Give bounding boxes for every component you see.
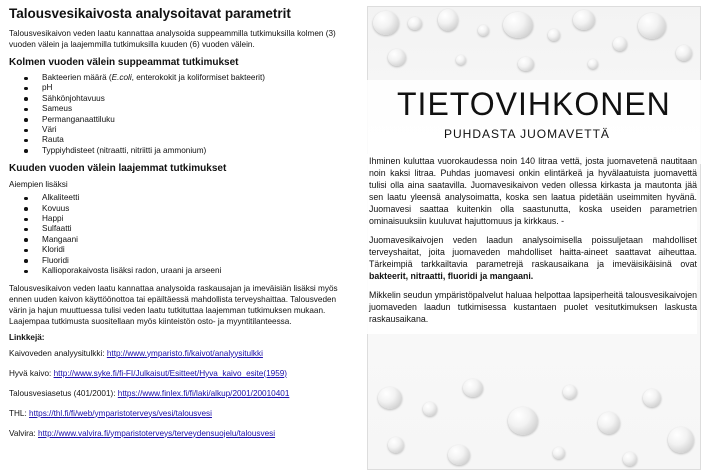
brand-subtitle: PUHDASTA JUOMAVETTÄ	[444, 127, 610, 141]
brand-title: TIETOVIHKONEN	[397, 86, 671, 122]
link-label: Hyvä kaivo:	[9, 368, 54, 378]
list-item: Rauta	[42, 135, 355, 145]
list-item: Väri	[42, 125, 355, 135]
link-label: Valvira:	[9, 428, 38, 438]
list-item: Bakteerien määrä (E.coli, enterokokit ja koliformiset bakteerit)	[42, 73, 355, 83]
page-title: Talousvesikaivosta analysoitavat parametrit	[9, 6, 291, 21]
paragraph: Mikkelin seudun ympäristöpalvelut haluaa helpottaa lapsiperheitä talousvesikaivojen juomaveden laadun tutkimisessa kustantaen puolet vesitutkimuksen laskusta raskausaikana.	[369, 290, 697, 324]
link-label: Kaivoveden analyysitulkki:	[9, 348, 107, 358]
article-text	[367, 154, 697, 334]
link-valvira[interactable]: http://www.valvira.fi/ymparistoterveys/terveydensuojelu/talousvesi	[37, 428, 276, 438]
link-line	[9, 368, 355, 379]
section2-heading: Kuuden vuoden välein laajemmat tutkimukset	[9, 163, 227, 175]
link-hyva-kaivo[interactable]: http://www.syke.fi/fi-FI/Julkaisut/Esitteet/Hyva_kaivo_esite(1959)	[53, 368, 288, 378]
list-item: Happi	[42, 214, 355, 224]
paragraph: Juomavesikaivojen veden laadun analysoimisella poissuljetaan mahdolliset terveyshaitat, joita juomaveden mahdolliset haitta-aineet saattavat aiheuttaa. Tärkeimpiä tarkkailtavia parametrejä raskausaikana ja imeväisikäisinä ovat bakteerit, nitraatti, fluoridi ja mangaani.	[369, 235, 697, 281]
list-item: Permanganaattiluku	[42, 115, 355, 125]
link-line	[9, 408, 355, 419]
brochure-panel	[367, 6, 701, 470]
list-item: Fluoridi	[42, 256, 355, 266]
list-item: Mangaani	[42, 235, 355, 245]
list-item: Kloridi	[42, 245, 355, 255]
list-item: Sameus	[42, 104, 355, 114]
link-line	[9, 428, 355, 439]
list-item: Sähkönjohtavuus	[42, 94, 355, 104]
section1-list	[9, 73, 355, 156]
link-analyysitulkki[interactable]: http://www.ymparisto.fi/kaivot/analyysitulkki	[106, 348, 263, 358]
info-column	[9, 6, 355, 439]
bold-parameters: bakteerit, nitraatti, fluoridi ja mangaani.	[369, 271, 534, 281]
link-thl[interactable]: https://thl.fi/fi/web/ymparistoterveys/vesi/talousvesi	[29, 408, 212, 418]
link-line	[9, 388, 355, 399]
section2-intro: Aiempien lisäksi	[9, 180, 68, 190]
list-item: Kallioporakaivosta lisäksi radon, uraani ja arseeni	[42, 266, 355, 276]
link-label: THL:	[9, 408, 30, 418]
list-item: Sulfaatti	[42, 224, 355, 234]
list-item: Kovuus	[42, 204, 355, 214]
list-item: pH	[42, 83, 355, 93]
link-talousvesiasetus[interactable]: https://www.finlex.fi/fi/laki/alkup/2001/20010401	[117, 388, 290, 398]
list-item: Alkaliteetti	[42, 193, 355, 203]
link-line	[9, 348, 355, 359]
list-item: Typpiyhdisteet (nitraatti, nitriitti ja ammonium)	[42, 146, 355, 156]
paragraph: Ihminen kuluttaa vuorokaudessa noin 140 litraa vettä, josta juomavetenä nautitaan noin kaksi litraa. Puhdas juomavesi onkin elintärkeä ja hyvälaatuista juomavettä tulisi olla aina saatavilla. Juomavesikaivon veden ollessa kirkasta ja mautonta jää sen laatu yleensä analysoimatta, koska sen laatua pidetään useimmiten hyvänä. Juomavesi saattaa kuitenkin olla saastunutta, koska useiden parametrien ominaisuuksiin kuuluvat hajuttomuus ja kirkkaus. -	[369, 156, 697, 226]
link-label: Talousvesiasetus (401/2001):	[9, 388, 118, 398]
section2-list	[9, 193, 355, 276]
closing-text: Talousvesikaivon veden laatu kannattaa analysoida raskausajan ja imeväisiän lisäksi myös ennen uuden kaivon käyttöönottoa tai epäiltäessä mahdollista terveyshaittaa. Talousveden värin ja hajun muuttuessa tulisi veden laatu tutkituttaa laajemman tutkimuksen mukaan. Laajempaa tutkimusta suositellaan myös kiinteistön osto- ja myyntitilanteessa.	[9, 283, 338, 326]
section1-heading: Kolmen vuoden välein suppeammat tutkimukset	[9, 57, 239, 68]
links-heading: Linkkejä:	[9, 332, 45, 342]
intro-text: Talousvesikaivon veden laatu kannattaa analysoida suppeammilla tutkimuksilla kolmen (3) vuoden välein ja laajemmilla tutkimuksilla kuuden (6) vuoden välein.	[9, 29, 336, 49]
